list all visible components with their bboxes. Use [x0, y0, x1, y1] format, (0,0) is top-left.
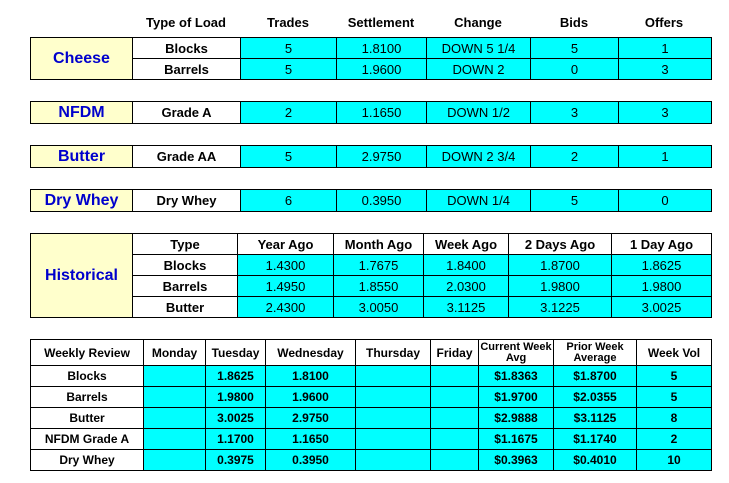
- nfdm-bids: 3: [531, 102, 619, 124]
- weekly-cell: [431, 387, 479, 408]
- weekly-cell: 0.3975: [206, 450, 266, 471]
- butter-change: DOWN 2 3/4: [427, 146, 531, 168]
- cheese-blocks-offers: 1: [619, 38, 712, 59]
- historical-value-cell: 1.8550: [334, 276, 424, 297]
- weekly-cell: [356, 450, 431, 471]
- historical-row-blocks: [31, 255, 712, 276]
- historical-value-cell: 1.7675: [334, 255, 424, 276]
- historical-type-cell: Barrels: [133, 276, 238, 297]
- weekly-cell: $2.0355: [554, 387, 637, 408]
- weekly-cell: [356, 387, 431, 408]
- butter-trades: 5: [241, 146, 337, 168]
- weekly-cell: [431, 450, 479, 471]
- weekly-header-tuesday: Tuesday: [206, 340, 266, 366]
- weekly-cell: [431, 408, 479, 429]
- historical-type-cell: Blocks: [133, 255, 238, 276]
- weekly-cell: 5: [637, 366, 712, 387]
- weekly-row-barrels: [31, 387, 712, 408]
- weekly-cell: $1.1675: [479, 429, 554, 450]
- cheese-barrels-trades: 5: [241, 59, 337, 80]
- weekly-row-label: Dry Whey: [31, 450, 144, 471]
- weekly-cell: 3.0025: [206, 408, 266, 429]
- weekly-cell: 10: [637, 450, 712, 471]
- weekly-cell: $1.8363: [479, 366, 554, 387]
- weekly-row-label: Blocks: [31, 366, 144, 387]
- weekly-header-row: [31, 340, 712, 366]
- weekly-cell: [144, 408, 206, 429]
- weekly-header-current-week-avg: Current Week Avg: [480, 340, 552, 364]
- dry-whey-type: Dry Whey: [133, 190, 241, 212]
- dry-whey-table: [30, 189, 712, 212]
- dry-whey-change: DOWN 1/4: [427, 190, 531, 212]
- weekly-cell: [431, 366, 479, 387]
- weekly-cell: 2: [637, 429, 712, 450]
- cheese-blocks-type: Blocks: [133, 38, 241, 59]
- nfdm-type: Grade A: [133, 102, 241, 124]
- cheese-category-label: Cheese: [31, 38, 133, 80]
- weekly-header-friday: Friday: [431, 340, 479, 366]
- historical-value-cell: 3.0025: [612, 297, 712, 318]
- butter-type: Grade AA: [133, 146, 241, 168]
- cheese-blocks-settlement: 1.8100: [337, 38, 427, 59]
- butter-settlement: 2.9750: [337, 146, 427, 168]
- weekly-header-monday: Monday: [144, 340, 206, 366]
- butter-bids: 2: [531, 146, 619, 168]
- weekly-cell: $1.1740: [554, 429, 637, 450]
- cheese-barrels-type: Barrels: [133, 59, 241, 80]
- cheese-barrels-settlement: 1.9600: [337, 59, 427, 80]
- weekly-cell: 1.9800: [206, 387, 266, 408]
- cheese-blocks-change: DOWN 5 1/4: [427, 38, 531, 59]
- weekly-cell: [144, 450, 206, 471]
- dry-whey-bids: 5: [531, 190, 619, 212]
- historical-value-cell: 3.1225: [509, 297, 612, 318]
- nfdm-table: [30, 101, 712, 124]
- historical-value-cell: 1.8400: [424, 255, 509, 276]
- weekly-header-thursday: Thursday: [356, 340, 431, 366]
- historical-value-cell: 2.4300: [238, 297, 334, 318]
- weekly-cell: 1.1700: [206, 429, 266, 450]
- weekly-row-blocks: [31, 366, 712, 387]
- historical-value-cell: 1.8625: [612, 255, 712, 276]
- weekly-cell: $1.9700: [479, 387, 554, 408]
- cheese-barrels-change: DOWN 2: [427, 59, 531, 80]
- nfdm-change: DOWN 1/2: [427, 102, 531, 124]
- header-change: Change: [454, 15, 502, 30]
- historical-value-cell: 1.9800: [612, 276, 712, 297]
- nfdm-trades: 2: [241, 102, 337, 124]
- cheese-table: [30, 37, 712, 80]
- historical-category-label: Historical: [31, 234, 133, 318]
- dry-whey-settlement: 0.3950: [337, 190, 427, 212]
- historical-row-barrels: [31, 276, 712, 297]
- weekly-cell: 5: [637, 387, 712, 408]
- header-type-of-load: Type of Load: [146, 15, 226, 30]
- weekly-cell: [144, 366, 206, 387]
- weekly-row-nfdm-grade-a: [31, 429, 712, 450]
- historical-header-1-day-ago: 1 Day Ago: [612, 234, 712, 255]
- cheese-blocks-bids: 5: [531, 38, 619, 59]
- butter-offers: 1: [619, 146, 712, 168]
- weekly-row-label: Barrels: [31, 387, 144, 408]
- historical-value-cell: 1.4950: [238, 276, 334, 297]
- cheese-barrels-bids: 0: [531, 59, 619, 80]
- weekly-cell: $3.1125: [554, 408, 637, 429]
- historical-header-week-ago: Week Ago: [424, 234, 509, 255]
- historical-value-cell: 1.9800: [509, 276, 612, 297]
- header-trades: Trades: [267, 15, 309, 30]
- weekly-row-label: Butter: [31, 408, 144, 429]
- weekly-cell: [431, 429, 479, 450]
- historical-header-type: Type: [133, 234, 238, 255]
- weekly-cell: $0.4010: [554, 450, 637, 471]
- historical-header-month-ago: Month Ago: [334, 234, 424, 255]
- cheese-blocks-trades: 5: [241, 38, 337, 59]
- nfdm-category-label: NFDM: [31, 102, 133, 124]
- weekly-cell: 1.1650: [266, 429, 356, 450]
- weekly-cell: [356, 408, 431, 429]
- weekly-header-weekly-review: Weekly Review: [31, 340, 144, 366]
- butter-category-label: Butter: [31, 146, 133, 168]
- weekly-row-butter: [31, 408, 712, 429]
- cheese-barrels-offers: 3: [619, 59, 712, 80]
- historical-header-2-days-ago: 2 Days Ago: [509, 234, 612, 255]
- weekly-review-table: [30, 339, 712, 471]
- historical-value-cell: 3.0050: [334, 297, 424, 318]
- historical-value-cell: 3.1125: [424, 297, 509, 318]
- nfdm-offers: 3: [619, 102, 712, 124]
- nfdm-settlement: 1.1650: [337, 102, 427, 124]
- historical-header-year-ago: Year Ago: [238, 234, 334, 255]
- weekly-header-prior-week-average: Prior Week Average: [554, 340, 637, 366]
- weekly-row-dry-whey: [31, 450, 712, 471]
- weekly-row-label: NFDM Grade A: [31, 429, 144, 450]
- historical-value-cell: 2.0300: [424, 276, 509, 297]
- dry-whey-offers: 0: [619, 190, 712, 212]
- weekly-cell: 8: [637, 408, 712, 429]
- weekly-cell: [356, 366, 431, 387]
- weekly-cell: $1.8700: [554, 366, 637, 387]
- weekly-cell: [144, 429, 206, 450]
- historical-row-butter: [31, 297, 712, 318]
- weekly-cell: 0.3950: [266, 450, 356, 471]
- weekly-cell: [356, 429, 431, 450]
- historical-type-cell: Butter: [133, 297, 238, 318]
- header-bids: Bids: [559, 15, 589, 30]
- weekly-cell: $0.3963: [479, 450, 554, 471]
- historical-value-cell: 1.8700: [509, 255, 612, 276]
- weekly-cell: $2.9888: [479, 408, 554, 429]
- header-offers: Offers: [644, 15, 684, 30]
- weekly-cell: 1.8100: [266, 366, 356, 387]
- dry-whey-category-label: Dry Whey: [31, 190, 133, 212]
- weekly-cell: 1.9600: [266, 387, 356, 408]
- weekly-cell: 2.9750: [266, 408, 356, 429]
- weekly-header-wednesday: Wednesday: [266, 340, 356, 366]
- dry-whey-trades: 6: [241, 190, 337, 212]
- header-settlement: Settlement: [347, 15, 415, 30]
- historical-table: [30, 233, 712, 318]
- historical-value-cell: 1.4300: [238, 255, 334, 276]
- weekly-cell: [144, 387, 206, 408]
- butter-table: [30, 145, 712, 168]
- weekly-header-week-vol: Week Vol: [637, 340, 712, 366]
- weekly-cell: 1.8625: [206, 366, 266, 387]
